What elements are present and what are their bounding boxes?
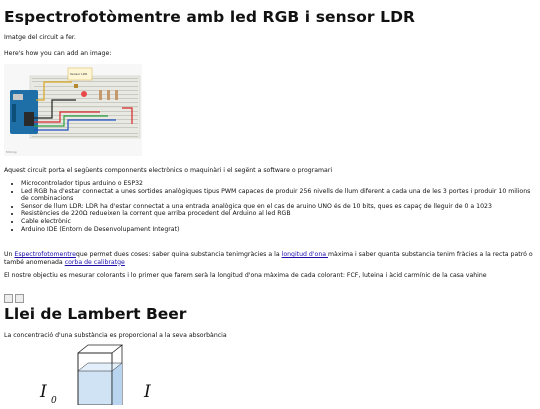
list-item: • Cable electrònic — [21, 218, 536, 226]
para-prefix: Un — [4, 251, 15, 258]
rgb-led — [81, 91, 87, 97]
i-label: I — [144, 382, 151, 402]
section-heading: Llei de Lambert Beer — [4, 305, 187, 323]
i0-label: I — [40, 382, 47, 402]
intro-text: Aquest circuit porta el següents componnents electrònics o maquinàri i el segënt a software o programari — [4, 167, 333, 174]
sensor-label: Sensor LDR — [70, 72, 88, 76]
components-list — [4, 180, 536, 233]
spectrophotometer-paragraph — [4, 251, 536, 266]
circuit-figure — [4, 64, 142, 156]
wavelength-link[interactable]: longitud d'ona — [281, 251, 329, 258]
spectrophotometer-link[interactable]: Espectrofotomentre — [14, 251, 76, 258]
image-caption: Imatge del circuit a fer. — [4, 34, 76, 41]
list-item: • Sensor de llum LDR: LDR ha d'estar connectat a una entrada analògica que en el cas de aruino UNO és de 10 bits, ques es capaç de lleguir de 0 a 1023 — [21, 203, 536, 211]
para-middle2: màxima i saber quanta substancia tenim fràcies a la recta patró o també anomenada — [4, 251, 533, 266]
objective-text: El nostre objectiu es mesurar colorants i lo primer que farem serà la longitud d'ona màxima de cada colorant: FCF, luteina i àcid carmínic de la casa vahine — [4, 272, 487, 279]
broken-image-icon — [15, 294, 24, 303]
calibration-curve-link[interactable]: corba de calibratge — [64, 258, 125, 266]
lambert-beer-diagram — [34, 341, 164, 405]
list-item: • Led RGB ha d'estar connectat a unes sortides analògiques tipus PWM capaces de produir 256 nivells de llum diferent a cada una de les 3 portes i produir 10 milions de combinacions — [21, 188, 536, 203]
para-middle: que permet dues coses: saber quina substancia tenimgràcies a la — [75, 251, 282, 258]
fritzing-watermark: fritzing — [6, 150, 17, 154]
solution-fill — [79, 371, 112, 405]
add-image-hint: Here's how you can add an image: — [4, 50, 112, 57]
page-title: Espectrofotòmentre amb led RGB i sensor LDR — [4, 8, 416, 26]
i0-subscript: 0 — [51, 396, 57, 405]
list-item: • Resistències de 220Ω redueixen la corrent que arriba procedent del Arduino al led RGB — [21, 210, 536, 218]
list-item: • Microcontrolador tipus arduino o ESP32 — [21, 180, 536, 188]
broken-image-icon — [4, 294, 13, 303]
circuit-diagram-image — [4, 64, 142, 156]
law-text: La concentració d'una substància es proporcional a la seva absorbància — [4, 332, 227, 339]
list-item: • Arduino IDE (Entorn de Desenvolupament Integrat) — [21, 226, 536, 234]
cuvette-diagram — [34, 341, 164, 405]
